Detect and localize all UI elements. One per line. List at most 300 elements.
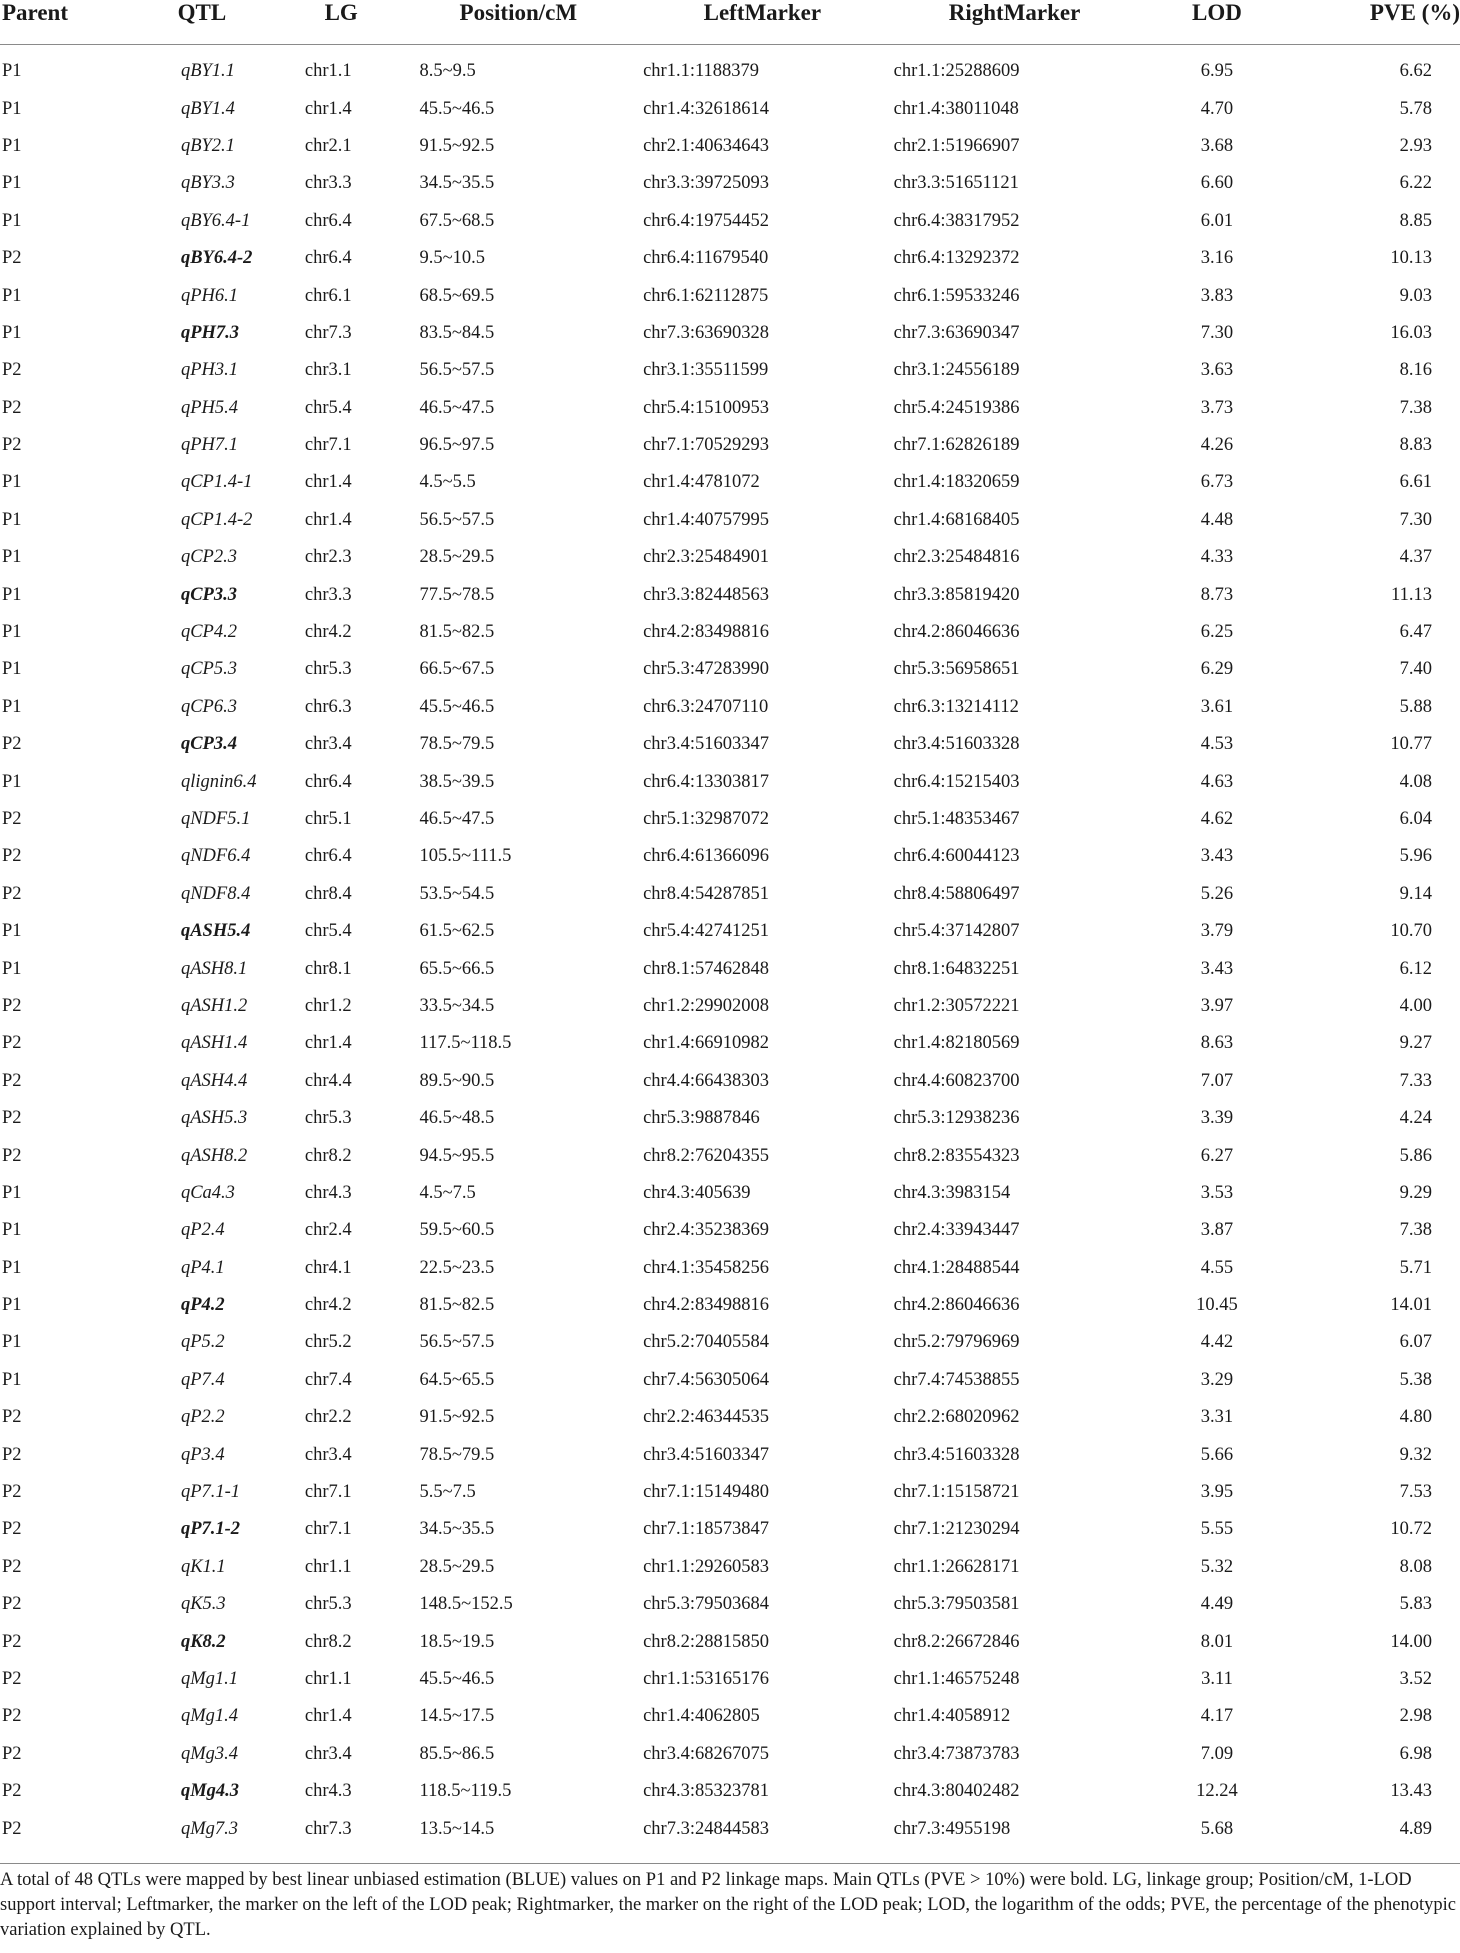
cell-qtl: qBY6.4-1 (180, 210, 251, 231)
cell-right-marker: chr5.4:37142807 (893, 921, 1020, 942)
cell-parent: P1 (2, 547, 22, 568)
header-parent: Parent (2, 0, 69, 25)
cell-right-marker: chr4.3:80402482 (893, 1781, 1020, 1802)
table-row (0, 352, 1460, 389)
cell-pve: 5.88 (1399, 696, 1432, 717)
cell-lg: chr7.3 (304, 1818, 352, 1839)
table-header (0, 0, 1460, 45)
cell-left-marker: chr8.4:54287851 (643, 883, 769, 904)
cell-lg: chr7.1 (304, 1519, 352, 1540)
cell-lod: 3.63 (1200, 360, 1234, 381)
cell-qtl: qP3.4 (180, 1444, 225, 1465)
cell-position: 117.5~118.5 (419, 1033, 512, 1054)
cell-lg: chr7.1 (304, 435, 352, 456)
cell-position: 81.5~82.5 (419, 622, 495, 643)
cell-left-marker: chr7.1:18573847 (643, 1519, 769, 1540)
cell-pve: 10.13 (1390, 248, 1432, 269)
cell-qtl: qP7.1-1 (180, 1482, 241, 1503)
cell-position: 56.5~57.5 (419, 360, 495, 381)
table-row (0, 988, 1460, 1025)
cell-position: 105.5~111.5 (419, 846, 512, 867)
cell-lg: chr8.4 (304, 883, 352, 904)
cell-parent: P1 (2, 958, 22, 979)
cell-position: 4.5~7.5 (419, 1182, 476, 1203)
cell-qtl: qPH5.4 (180, 397, 238, 418)
cell-right-marker: chr1.1:26628171 (893, 1556, 1020, 1577)
table-row (0, 1362, 1460, 1399)
cell-pve: 14.00 (1390, 1631, 1432, 1652)
cell-left-marker: chr4.2:83498816 (643, 1295, 769, 1316)
header-pve: PVE (%) (1369, 0, 1460, 25)
cell-position: 66.5~67.5 (419, 659, 495, 680)
cell-lg: chr6.4 (304, 210, 352, 231)
cell-qtl: qASH1.2 (180, 995, 248, 1016)
table-row (0, 1399, 1460, 1436)
cell-position: 67.5~68.5 (419, 210, 495, 231)
cell-qtl: qP2.4 (180, 1220, 225, 1241)
cell-parent: P2 (2, 1668, 22, 1689)
cell-left-marker: chr4.3:85323781 (643, 1781, 769, 1802)
cell-pve: 9.32 (1399, 1444, 1432, 1465)
cell-left-marker: chr5.3:9887846 (643, 1108, 760, 1129)
cell-position: 65.5~66.5 (419, 958, 495, 979)
cell-right-marker: chr6.4:38317952 (893, 210, 1020, 231)
cell-lod: 6.01 (1200, 210, 1234, 231)
cell-right-marker: chr8.2:26672846 (893, 1631, 1020, 1652)
cell-right-marker: chr4.2:86046636 (893, 1295, 1020, 1316)
header-lg: LG (324, 0, 358, 25)
cell-qtl: qNDF8.4 (180, 883, 251, 904)
cell-lod: 4.33 (1200, 547, 1234, 568)
cell-right-marker: chr5.3:56958651 (893, 659, 1020, 680)
cell-lod: 6.25 (1200, 622, 1234, 643)
cell-right-marker: chr3.1:24556189 (893, 360, 1020, 381)
cell-right-marker: chr5.2:79796969 (893, 1332, 1020, 1353)
cell-qtl: qASH4.4 (180, 1070, 248, 1091)
table-footnote: A total of 48 QTLs were mapped by best linear unbiased estimation (BLUE) values on P1 and P2 linkage maps. Main QTLs (PVE > 10%) were bold. LG, linkage group; Position/cM, 1-LOD support interval; Leftmarker, the marker on the left of the LOD peak; Rightmarker, the marker on the right of the LOD peak; LOD, the logarithm of the odds; PVE, the percentage of the phenotypic variation explained by QTL. (0, 1870, 1456, 1940)
cell-qtl: qK1.1 (180, 1556, 226, 1577)
table-row (0, 90, 1460, 127)
table-row (0, 165, 1460, 202)
cell-qtl: qASH5.4 (180, 921, 251, 942)
cell-lg: chr5.3 (304, 659, 352, 680)
cell-left-marker: chr5.4:15100953 (643, 397, 769, 418)
cell-parent: P2 (2, 1594, 22, 1615)
cell-pve: 4.80 (1399, 1407, 1432, 1428)
cell-left-marker: chr3.4:51603347 (643, 1444, 769, 1465)
table-row (0, 1287, 1460, 1324)
cell-lg: chr4.2 (304, 1295, 352, 1316)
cell-parent: P1 (2, 921, 22, 942)
cell-lod: 4.17 (1200, 1706, 1234, 1727)
table-row (0, 1810, 1460, 1851)
cell-parent: P2 (2, 1781, 22, 1802)
cell-lod: 7.09 (1200, 1743, 1234, 1764)
cell-position: 85.5~86.5 (419, 1743, 495, 1764)
table-row (0, 427, 1460, 464)
cell-lod: 4.62 (1200, 809, 1234, 829)
cell-position: 91.5~92.5 (419, 135, 495, 156)
cell-lg: chr8.1 (304, 958, 352, 979)
cell-lg: chr5.4 (304, 921, 352, 942)
cell-right-marker: chr3.3:51651121 (893, 173, 1019, 194)
cell-right-marker: chr5.3:79503581 (893, 1594, 1020, 1615)
cell-parent: P1 (2, 210, 22, 231)
cell-right-marker: chr5.3:12938236 (893, 1108, 1020, 1129)
table-row (0, 277, 1460, 314)
cell-lg: chr4.2 (304, 622, 352, 643)
cell-parent: P2 (2, 1519, 22, 1540)
cell-qtl: qBY6.4-2 (180, 248, 253, 269)
cell-parent: P2 (2, 1556, 22, 1577)
cell-position: 81.5~82.5 (419, 1295, 495, 1316)
cell-lod: 3.31 (1200, 1407, 1234, 1428)
cell-parent: P2 (2, 397, 22, 418)
cell-pve: 2.93 (1399, 135, 1432, 156)
table-row (0, 464, 1460, 501)
cell-lod: 3.39 (1200, 1108, 1234, 1129)
cell-left-marker: chr4.1:35458256 (643, 1257, 769, 1278)
table-row (0, 1661, 1460, 1698)
cell-qtl: qPH6.1 (180, 285, 238, 306)
table-row (0, 315, 1460, 352)
cell-lg: chr7.4 (304, 1369, 352, 1390)
cell-parent: P2 (2, 1631, 22, 1652)
cell-lod: 3.53 (1200, 1182, 1234, 1203)
cell-lg: chr1.1 (304, 1668, 352, 1689)
cell-parent: P2 (2, 1818, 22, 1839)
cell-qtl: qCP5.3 (180, 659, 237, 680)
cell-lod: 3.79 (1200, 921, 1234, 942)
cell-right-marker: chr4.4:60823700 (893, 1070, 1020, 1091)
table-body (0, 45, 1460, 1852)
table-row (0, 614, 1460, 651)
cell-left-marker: chr5.1:32987072 (643, 809, 769, 829)
cell-position: 45.5~46.5 (419, 98, 495, 119)
cell-position: 83.5~84.5 (419, 322, 495, 343)
cell-pve: 7.30 (1399, 509, 1432, 530)
cell-pve: 4.00 (1399, 995, 1432, 1016)
cell-lod: 4.48 (1200, 509, 1234, 530)
cell-position: 77.5~78.5 (419, 584, 495, 605)
cell-parent: P2 (2, 1444, 22, 1465)
cell-lg: chr5.2 (304, 1332, 352, 1353)
cell-left-marker: chr4.3:405639 (643, 1182, 751, 1203)
cell-parent: P2 (2, 1706, 22, 1727)
cell-parent: P2 (2, 248, 22, 269)
cell-left-marker: chr2.1:40634643 (643, 135, 769, 156)
cell-parent: P1 (2, 1369, 22, 1390)
cell-pve: 8.83 (1399, 435, 1432, 456)
cell-position: 34.5~35.5 (419, 173, 495, 194)
cell-parent: P2 (2, 360, 22, 381)
header-left-marker: LeftMarker (703, 0, 822, 25)
cell-left-marker: chr3.3:39725093 (643, 173, 769, 194)
cell-left-marker: chr8.1:57462848 (643, 958, 769, 979)
cell-pve: 8.08 (1399, 1556, 1432, 1577)
cell-right-marker: chr1.4:4058912 (893, 1706, 1011, 1727)
cell-lod: 3.11 (1201, 1668, 1233, 1689)
cell-lod: 5.68 (1200, 1818, 1234, 1839)
cell-lod: 5.55 (1200, 1519, 1234, 1540)
table-row (0, 1100, 1460, 1137)
cell-pve: 16.03 (1390, 322, 1432, 343)
table-row (0, 1025, 1460, 1062)
cell-right-marker: chr1.2:30572221 (893, 995, 1020, 1016)
cell-right-marker: chr1.4:68168405 (893, 509, 1020, 530)
cell-lod: 4.55 (1200, 1257, 1234, 1278)
cell-pve: 7.38 (1399, 397, 1432, 418)
cell-position: 53.5~54.5 (419, 883, 495, 904)
cell-qtl: qP5.2 (180, 1332, 225, 1353)
cell-lg: chr1.2 (304, 995, 352, 1016)
cell-right-marker: chr1.4:82180569 (893, 1033, 1020, 1054)
cell-pve: 4.08 (1399, 771, 1432, 792)
cell-lod: 3.97 (1200, 995, 1234, 1016)
cell-lg: chr6.3 (304, 696, 352, 717)
cell-qtl: qNDF5.1 (180, 809, 251, 829)
cell-right-marker: chr4.1:28488544 (893, 1257, 1020, 1278)
table-row (0, 502, 1460, 539)
table-row (0, 1212, 1460, 1249)
cell-lg: chr1.1 (304, 61, 352, 82)
cell-pve: 2.98 (1399, 1706, 1432, 1727)
cell-right-marker: chr3.4:73873783 (893, 1743, 1020, 1764)
cell-qtl: qMg7.3 (180, 1818, 238, 1839)
cell-parent: P2 (2, 809, 22, 829)
cell-parent: P1 (2, 1182, 22, 1203)
cell-left-marker: chr6.3:24707110 (643, 696, 769, 717)
cell-left-marker: chr7.3:24844583 (643, 1818, 769, 1839)
cell-lg: chr8.2 (304, 1145, 352, 1166)
cell-left-marker: chr7.1:15149480 (643, 1482, 769, 1503)
cell-left-marker: chr8.2:28815850 (643, 1631, 769, 1652)
cell-right-marker: chr7.1:15158721 (893, 1482, 1020, 1503)
cell-lg: chr2.2 (304, 1407, 352, 1428)
table-row (0, 763, 1460, 800)
cell-lod: 12.24 (1196, 1781, 1238, 1802)
cell-position: 13.5~14.5 (419, 1818, 495, 1839)
cell-position: 18.5~19.5 (419, 1631, 495, 1652)
table-row (0, 1063, 1460, 1100)
table-row (0, 876, 1460, 913)
cell-lod: 4.42 (1200, 1332, 1234, 1353)
cell-lod: 5.26 (1200, 883, 1234, 904)
cell-position: 38.5~39.5 (419, 771, 495, 792)
cell-qtl: qBY1.1 (180, 61, 235, 82)
cell-left-marker: chr6.4:13303817 (643, 771, 769, 792)
cell-right-marker: chr2.4:33943447 (893, 1220, 1020, 1241)
cell-right-marker: chr3.3:85819420 (893, 584, 1020, 605)
cell-lod: 4.53 (1200, 734, 1234, 755)
cell-left-marker: chr2.3:25484901 (643, 547, 769, 568)
cell-position: 94.5~95.5 (419, 1145, 495, 1166)
table-row (0, 390, 1460, 427)
cell-lod: 3.43 (1200, 846, 1234, 867)
cell-parent: P2 (2, 1108, 22, 1129)
cell-pve: 5.86 (1399, 1145, 1432, 1166)
cell-parent: P2 (2, 1482, 22, 1503)
cell-qtl: qP4.1 (180, 1257, 225, 1278)
table-row (0, 1623, 1460, 1660)
cell-lod: 8.01 (1200, 1631, 1234, 1652)
cell-left-marker: chr4.2:83498816 (643, 622, 769, 643)
cell-lod: 3.73 (1200, 397, 1234, 418)
cell-parent: P1 (2, 61, 22, 82)
cell-position: 78.5~79.5 (419, 1444, 495, 1465)
cell-pve: 4.37 (1399, 547, 1432, 568)
cell-lg: chr1.4 (304, 98, 352, 119)
cell-position: 4.5~5.5 (419, 472, 476, 493)
cell-position: 22.5~23.5 (419, 1257, 495, 1278)
cell-parent: P1 (2, 622, 22, 643)
cell-parent: P1 (2, 696, 22, 717)
cell-qtl: qPH7.3 (180, 322, 240, 343)
cell-pve: 9.27 (1399, 1033, 1432, 1054)
cell-lg: chr3.4 (304, 734, 352, 755)
header-qtl: QTL (177, 0, 227, 25)
cell-lod: 4.63 (1200, 771, 1234, 792)
cell-lg: chr2.3 (304, 547, 352, 568)
table-row (0, 203, 1460, 240)
cell-right-marker: chr8.2:83554323 (893, 1145, 1020, 1166)
cell-lg: chr4.1 (304, 1257, 352, 1278)
cell-qtl: qMg4.3 (180, 1781, 240, 1802)
cell-parent: P1 (2, 135, 22, 156)
table-row (0, 1698, 1460, 1735)
header-row (0, 0, 1460, 45)
cell-pve: 4.89 (1399, 1818, 1432, 1839)
cell-right-marker: chr6.4:13292372 (893, 248, 1020, 269)
cell-pve: 8.85 (1399, 210, 1432, 231)
cell-qtl: qMg3.4 (180, 1743, 238, 1764)
cell-position: 68.5~69.5 (419, 285, 495, 306)
cell-qtl: qCP1.4-2 (180, 509, 253, 530)
table-row (0, 539, 1460, 576)
cell-lod: 4.49 (1200, 1594, 1234, 1615)
cell-left-marker: chr1.1:29260583 (643, 1556, 769, 1577)
cell-lod: 6.27 (1200, 1145, 1234, 1166)
cell-position: 14.5~17.5 (419, 1706, 495, 1727)
cell-parent: P2 (2, 1033, 22, 1054)
cell-pve: 10.77 (1390, 734, 1432, 755)
cell-pve: 7.33 (1399, 1070, 1432, 1091)
cell-right-marker: chr4.2:86046636 (893, 622, 1020, 643)
cell-position: 56.5~57.5 (419, 1332, 495, 1353)
cell-pve: 7.53 (1399, 1482, 1432, 1503)
cell-lod: 4.70 (1200, 98, 1234, 119)
table-row (0, 1250, 1460, 1287)
cell-qtl: qMg1.4 (180, 1706, 238, 1727)
table-row (0, 128, 1460, 165)
table-row (0, 240, 1460, 277)
cell-lg: chr1.4 (304, 509, 352, 530)
cell-position: 46.5~47.5 (419, 397, 495, 418)
header-lod: LOD (1192, 0, 1242, 25)
cell-left-marker: chr2.2:46344535 (643, 1407, 769, 1428)
cell-left-marker: chr4.4:66438303 (643, 1070, 769, 1091)
cell-pve: 8.16 (1399, 360, 1432, 381)
cell-lod: 10.45 (1196, 1295, 1238, 1316)
cell-position: 33.5~34.5 (419, 995, 495, 1016)
cell-pve: 11.13 (1391, 584, 1432, 605)
cell-qtl: qCP1.4-1 (180, 472, 253, 493)
cell-qtl: qPH7.1 (180, 435, 238, 456)
cell-lg: chr2.4 (304, 1220, 352, 1241)
cell-pve: 10.70 (1390, 921, 1432, 942)
cell-position: 61.5~62.5 (419, 921, 495, 942)
cell-qtl: qP2.2 (180, 1407, 225, 1428)
cell-left-marker: chr3.1:35511599 (643, 360, 769, 381)
cell-right-marker: chr1.4:38011048 (893, 98, 1019, 119)
cell-left-marker: chr5.2:70405584 (643, 1332, 769, 1353)
table-row (0, 1436, 1460, 1473)
cell-right-marker: chr4.3:3983154 (893, 1182, 1011, 1203)
cell-lg: chr1.4 (304, 1706, 352, 1727)
cell-parent: P1 (2, 285, 22, 306)
cell-lod: 6.95 (1200, 61, 1234, 82)
header-position: Position/cM (459, 0, 578, 25)
table-row (0, 576, 1460, 613)
cell-right-marker: chr5.4:24519386 (893, 397, 1020, 418)
cell-lod: 3.68 (1200, 135, 1234, 156)
cell-pve: 6.12 (1399, 958, 1432, 979)
cell-left-marker: chr1.1:1188379 (643, 61, 760, 82)
cell-lod: 8.73 (1200, 584, 1234, 605)
cell-left-marker: chr1.4:4781072 (643, 472, 760, 493)
cell-parent: P2 (2, 1145, 22, 1166)
cell-lg: chr7.1 (304, 1482, 352, 1503)
cell-position: 5.5~7.5 (419, 1482, 476, 1503)
cell-lg: chr3.1 (304, 360, 352, 381)
cell-lg: chr1.4 (304, 472, 352, 493)
cell-pve: 6.22 (1399, 173, 1432, 194)
cell-pve: 5.71 (1399, 1257, 1432, 1278)
cell-pve: 9.03 (1399, 285, 1432, 306)
cell-lg: chr6.4 (304, 771, 352, 792)
cell-lod: 3.43 (1200, 958, 1234, 979)
cell-left-marker: chr1.4:4062805 (643, 1706, 760, 1727)
cell-right-marker: chr7.3:63690347 (893, 322, 1020, 343)
cell-lg: chr4.4 (304, 1070, 352, 1091)
cell-lod: 3.29 (1200, 1369, 1234, 1390)
cell-right-marker: chr6.1:59533246 (893, 285, 1020, 306)
cell-lod: 5.66 (1200, 1444, 1234, 1465)
table-row (0, 1175, 1460, 1212)
cell-lg: chr3.4 (304, 1444, 352, 1465)
table-row (0, 950, 1460, 987)
cell-right-marker: chr6.4:15215403 (893, 771, 1020, 792)
cell-pve: 6.61 (1399, 472, 1432, 493)
cell-left-marker: chr6.4:61366096 (643, 846, 769, 867)
cell-parent: P2 (2, 995, 22, 1016)
cell-position: 64.5~65.5 (419, 1369, 495, 1390)
cell-qtl: qK5.3 (180, 1594, 226, 1615)
cell-right-marker: chr6.3:13214112 (893, 696, 1019, 717)
cell-pve: 9.14 (1399, 883, 1432, 904)
cell-qtl: qASH5.3 (180, 1108, 248, 1129)
cell-left-marker: chr1.2:29902008 (643, 995, 769, 1016)
cell-position: 148.5~152.5 (419, 1594, 513, 1615)
cell-pve: 6.62 (1399, 61, 1432, 82)
cell-position: 34.5~35.5 (419, 1519, 495, 1540)
cell-lod: 3.87 (1200, 1220, 1234, 1241)
cell-left-marker: chr1.4:66910982 (643, 1033, 769, 1054)
cell-parent: P1 (2, 659, 22, 680)
cell-position: 46.5~48.5 (419, 1108, 495, 1129)
cell-qtl: qMg1.1 (180, 1668, 238, 1689)
cell-lg: chr1.1 (304, 1556, 352, 1577)
